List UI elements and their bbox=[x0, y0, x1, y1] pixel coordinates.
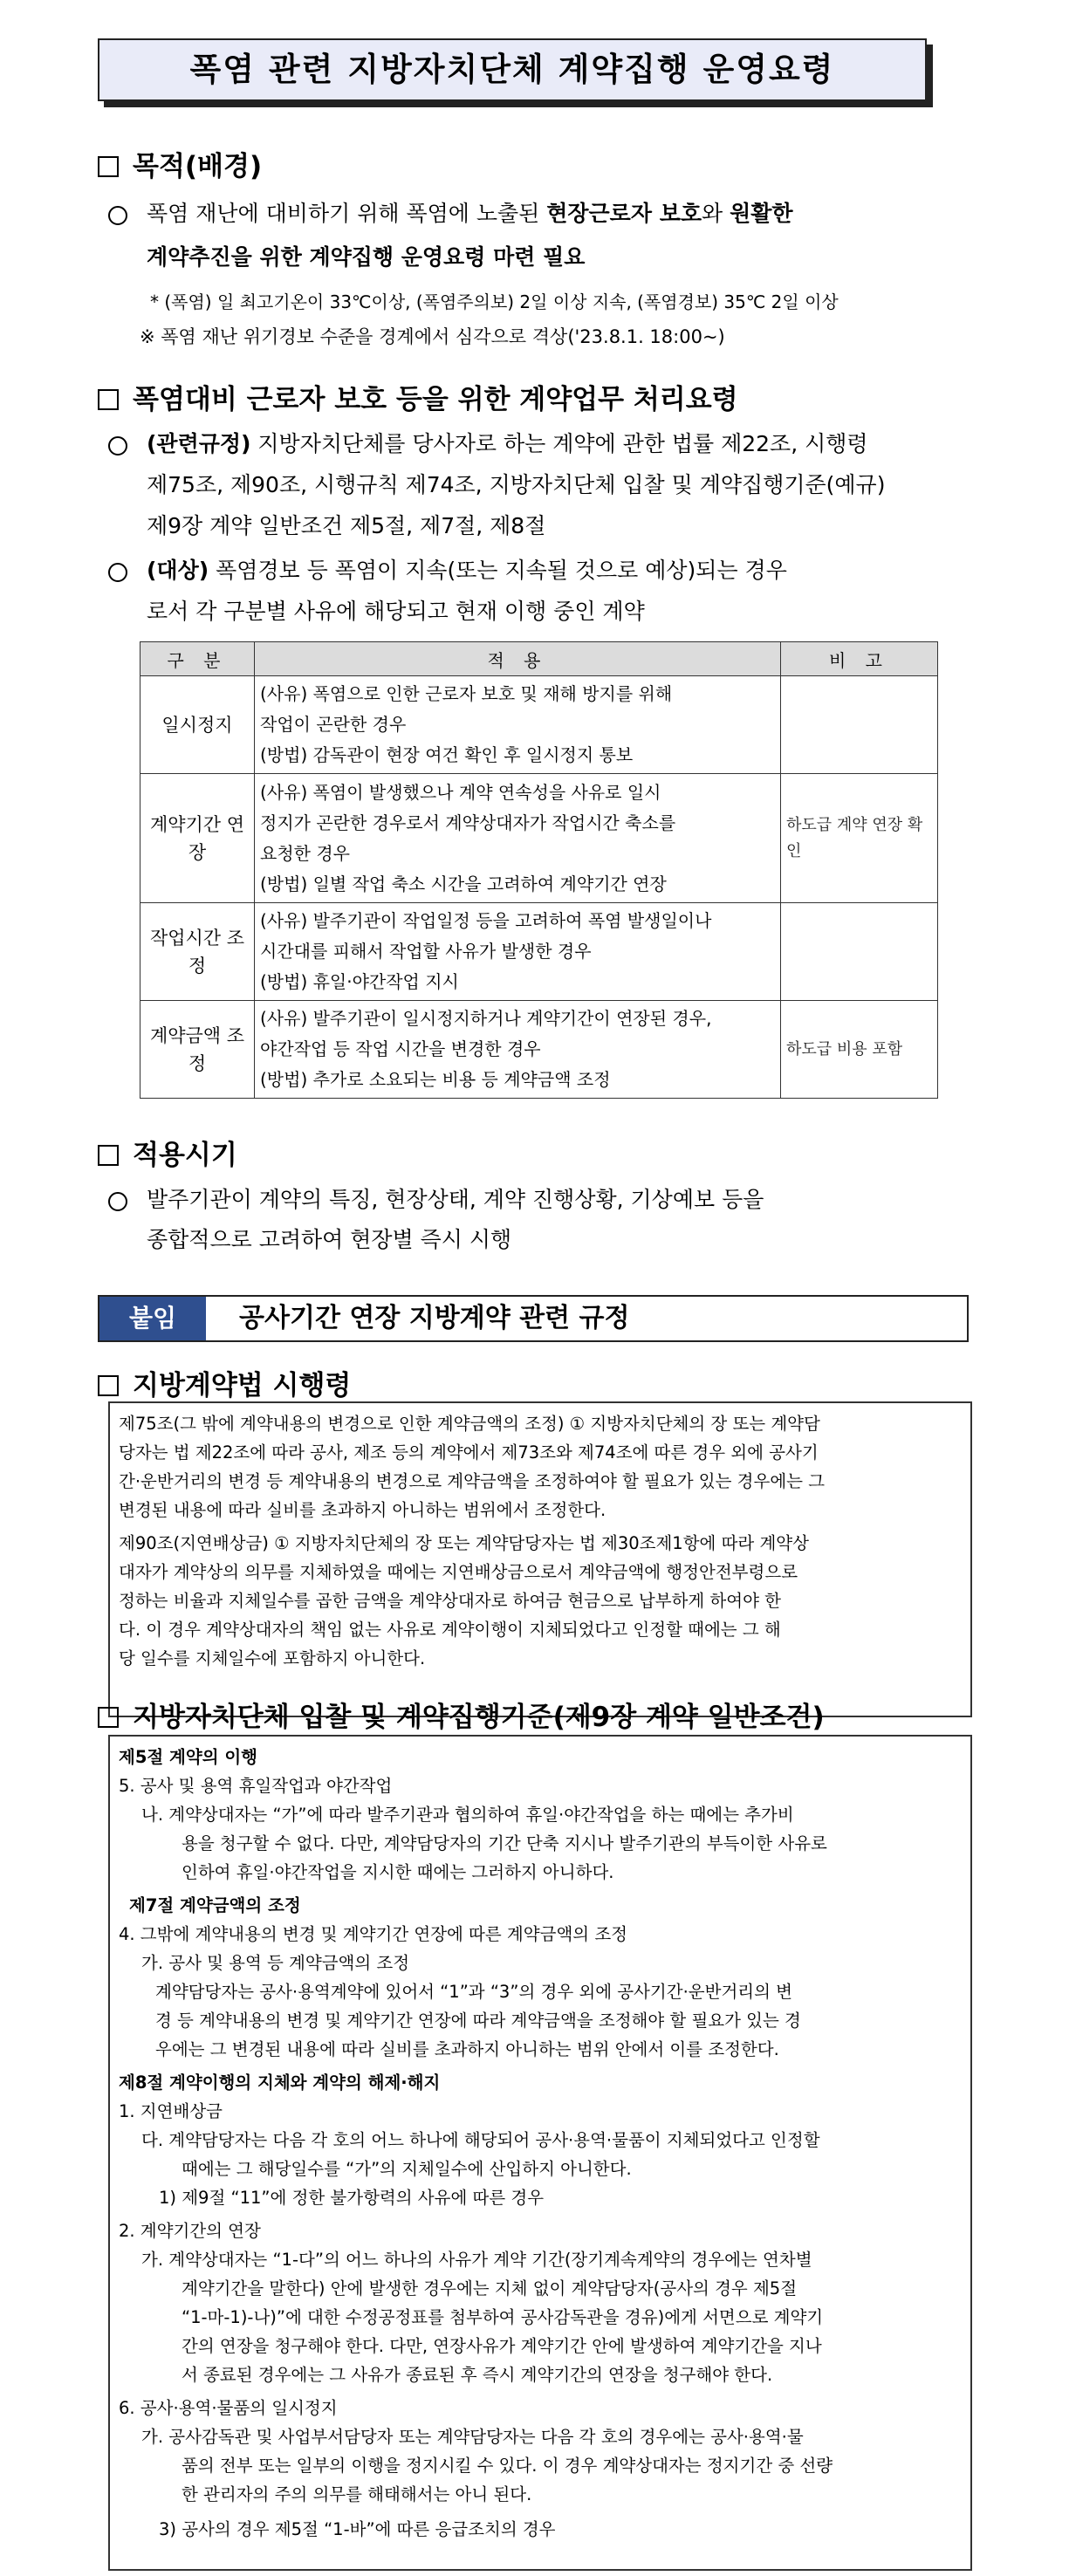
table-row bbox=[140, 676, 938, 774]
purpose-line-2: 계약추진을 위한 계약집행 운영요령 마련 필요 bbox=[147, 244, 586, 270]
law-line: 간·운반거리의 변경 등 계약내용의 변경으로 계약금액을 조정하여야 할 필요가 있는 경우에는 그 bbox=[119, 1471, 826, 1491]
square-bullet-icon bbox=[98, 1707, 119, 1728]
standard-line: 인하여 휴일·야간작업을 지시한 때에는 그러하지 아니하다. bbox=[182, 1862, 614, 1882]
row-note bbox=[781, 903, 938, 1001]
standard-line: 때에는 그 해당일수를 “가”의 지체일수에 산입하지 아니한다. bbox=[182, 2159, 632, 2179]
table-row bbox=[140, 774, 938, 903]
standard-line: 가. 공사감독관 및 사업부서담당자 또는 계약담당자는 다음 각 호의 경우에는 공사·용역·물 bbox=[141, 2427, 804, 2447]
standard-line: 제8절 계약이행의 지체와 계약의 해제·해지 bbox=[119, 2072, 441, 2093]
standard-line: 품의 전부 또는 일부의 이행을 정지시킬 수 있다. 이 경우 계약상대자는 정지기간 중 선량 bbox=[182, 2456, 833, 2476]
table-header-row bbox=[140, 642, 938, 676]
row-description: (사유) 폭염이 발생했으나 계약 연속성을 사유로 일시 정지가 곤란한 경우로서 계약상대자가 작업시간 축소를 요청한 경우 (방법) 일별 작업 축소 시간을 고려하여 계약기간 연장 bbox=[255, 774, 781, 903]
row-note bbox=[781, 676, 938, 774]
standard-line: 4. 그밖에 계약내용의 변경 및 계약기간 연장에 따른 계약금액의 조정 bbox=[119, 1924, 627, 1944]
page-title: 폭염 관련 지방자치단체 계약집행 운영요령 bbox=[98, 38, 927, 101]
circle-bullet-icon bbox=[108, 206, 127, 225]
alert-level-note: ※ 폭염 재난 위기경보 수준을 경계에서 심각으로 격상('23.8.1. 18:00~) bbox=[140, 326, 725, 347]
standard-line: 다. 계약담당자는 다음 각 호의 어느 하나에 해당되어 공사·용역·물품이 지체되었다고 인정할 bbox=[141, 2130, 820, 2150]
law-line: 당 일수를 지체일수에 포함하지 아니한다. bbox=[119, 1648, 426, 1668]
timing-line-1: 발주기관이 계약의 특징, 현장상태, 계약 진행상황, 기상예보 등을 bbox=[147, 1187, 764, 1212]
row-category: 계약기간 연장 bbox=[140, 774, 255, 903]
attachment-title: 공사기간 연장 지방계약 관련 규정 bbox=[239, 1303, 630, 1333]
row-note: 하도급 비용 포함 bbox=[781, 1001, 938, 1099]
law-line: 대자가 계약상의 의무를 지체하였을 때에는 지연배상금으로서 계약금액에 행정안전부령으로 bbox=[119, 1562, 798, 1582]
standard-line: “1-마-1)-나)”에 대한 수정공정표를 첨부하여 공사감독관을 경유)에게 서면으로 계약기 bbox=[182, 2307, 824, 2327]
law-line: 다. 이 경우 계약상대자의 책임 없는 사유로 계약이행이 지체되었다고 인정할 때에는 그 해 bbox=[119, 1620, 781, 1640]
target-line-2: 로서 각 구분별 사유에 해당되고 현재 이행 중인 계약 bbox=[147, 599, 645, 624]
basis-line-1: (관련규정) 지방자치단체를 당사자로 하는 계약에 관한 법률 제22조, 시행령 bbox=[147, 431, 868, 456]
attachment-tag: 붙임 bbox=[99, 1297, 206, 1340]
row-category: 작업시간 조정 bbox=[140, 903, 255, 1001]
row-description: (사유) 발주기관이 작업일정 등을 고려하여 폭염 발생일이나 시간대를 피해서 작업할 사유가 발생한 경우 (방법) 휴일·야간작업 지시 bbox=[255, 903, 781, 1001]
column-header: 적 용 bbox=[255, 642, 781, 676]
row-note: 하도급 계약 연장 확인 bbox=[781, 774, 938, 903]
standard-line: 1) 제9절 “11”에 정한 불가항력의 사유에 따른 경우 bbox=[159, 2188, 545, 2208]
timing-line-2: 종합적으로 고려하여 현장별 즉시 시행 bbox=[147, 1227, 512, 1252]
law-line: 제90조(지연배상금) ① 지방자치단체의 장 또는 계약담당자는 법 제30조제1항에 따라 계약상 bbox=[119, 1533, 809, 1553]
square-bullet-icon bbox=[98, 1145, 119, 1166]
row-description: (사유) 폭염으로 인한 근로자 보호 및 재해 방지를 위해 작업이 곤란한 경우 (방법) 감독관이 현장 여건 확인 후 일시정지 통보 bbox=[255, 676, 781, 774]
law-line: 정하는 비율과 지체일수를 곱한 금액을 계약상대자로 하여금 현금으로 납부하게 하여야 한 bbox=[119, 1591, 781, 1611]
standard-line: 제5절 계약의 이행 bbox=[119, 1747, 258, 1767]
circle-bullet-icon bbox=[108, 436, 127, 456]
square-bullet-icon bbox=[98, 156, 119, 177]
table-row bbox=[140, 1001, 938, 1099]
law-line: 변경된 내용에 따라 실비를 초과하지 아니하는 범위에서 조정한다. bbox=[119, 1500, 606, 1520]
square-bullet-icon bbox=[98, 389, 119, 410]
column-header: 비 고 bbox=[781, 642, 938, 676]
standard-line: 가. 계약상대자는 “1-다”의 어느 하나의 사유가 계약 기간(장기계속계약의 경우에는 연차별 bbox=[141, 2250, 812, 2270]
standard-line: 1. 지연배상금 bbox=[119, 2101, 223, 2121]
procedure-heading: 폭염대비 근로자 보호 등을 위한 계약업무 처리요령 bbox=[98, 377, 738, 416]
standard-line: 2. 계약기간의 연장 bbox=[119, 2221, 261, 2241]
standard-line: 가. 공사 및 용역 등 계약금액의 조정 bbox=[141, 1953, 410, 1973]
attachment-banner bbox=[98, 1295, 969, 1342]
square-bullet-icon bbox=[98, 1375, 119, 1396]
standard-line: 6. 공사·용역·물품의 일시정지 bbox=[119, 2398, 338, 2418]
standard-line: 제7절 계약금액의 조정 bbox=[129, 1895, 301, 1915]
row-category: 계약금액 조정 bbox=[140, 1001, 255, 1099]
timing-heading: 적용시기 bbox=[98, 1133, 237, 1172]
circle-bullet-icon bbox=[108, 1192, 127, 1211]
standard-line: 3) 공사의 경우 제5절 “1-바”에 따른 응급조치의 경우 bbox=[159, 2519, 556, 2539]
heat-definition-note: * (폭염) 일 최고기온이 33℃이상, (폭염주의보) 2일 이상 지속, (폭염경보) 35℃ 2일 이상 bbox=[150, 291, 839, 312]
standard-line: 계약기간을 말한다) 안에 발생한 경우에는 지체 없이 계약담당자(공사의 경우 제5절 bbox=[182, 2278, 798, 2299]
target-line-1: (대상) 폭염경보 등 폭염이 지속(또는 지속될 것으로 예상)되는 경우 bbox=[147, 558, 787, 583]
row-description: (사유) 발주기관이 일시정지하거나 계약기간이 연장된 경우, 야간작업 등 작업 시간을 변경한 경우 (방법) 추가로 소요되는 비용 등 계약금액 조정 bbox=[255, 1001, 781, 1099]
standard-line: 한 관리자의 주의 의무를 해태해서는 아니 된다. bbox=[182, 2484, 532, 2504]
purpose-line-1: 폭염 재난에 대비하기 위해 폭염에 노출된 현장근로자 보호와 원활한 bbox=[147, 201, 793, 226]
purpose-heading: 목적(배경) bbox=[98, 144, 262, 183]
basis-line-2: 제75조, 제90조, 시행규칙 제74조, 지방자치단체 입찰 및 계약집행기준(예규) bbox=[147, 472, 886, 497]
table-row bbox=[140, 903, 938, 1001]
standard-heading: 지방자치단체 입찰 및 계약집행기준(제9장 계약 일반조건) bbox=[98, 1695, 825, 1734]
standard-line: 나. 계약상대자는 “가”에 따라 발주기관과 협의하여 휴일·야간작업을 하는 때에는 추가비 bbox=[141, 1805, 794, 1825]
standard-line: 용을 청구할 수 없다. 다만, 계약담당자의 기간 단축 지시나 발주기관의 부득이한 사유로 bbox=[182, 1833, 827, 1853]
circle-bullet-icon bbox=[108, 563, 127, 582]
column-header: 구 분 bbox=[140, 642, 255, 676]
law-line: 제75조(그 밖에 계약내용의 변경으로 인한 계약금액의 조정) ① 지방자치단체의 장 또는 계약담 bbox=[119, 1414, 820, 1434]
operations-table bbox=[140, 641, 938, 1099]
standard-line: 계약담당자는 공사·용역계약에 있어서 “1”과 “3”의 경우 외에 공사기간·운반거리의 변 bbox=[155, 1982, 792, 2002]
standard-line: 5. 공사 및 용역 휴일작업과 야간작업 bbox=[119, 1776, 393, 1796]
basis-line-3: 제9장 계약 일반조건 제5절, 제7절, 제8절 bbox=[147, 513, 546, 538]
law-heading: 지방계약법 시행령 bbox=[98, 1363, 351, 1402]
row-category: 일시정지 bbox=[140, 676, 255, 774]
standard-line: 경 등 계약내용의 변경 및 계약기간 연장에 따라 계약금액을 조정해야 할 필요가 있는 경 bbox=[155, 2011, 801, 2031]
law-line: 당자는 법 제22조에 따라 공사, 제조 등의 계약에서 제73조와 제74조에 따른 경우 외에 공사기 bbox=[119, 1442, 819, 1463]
standard-line: 우에는 그 변경된 내용에 따라 실비를 초과하지 아니하는 범위 안에서 이를 조정한다. bbox=[155, 2039, 779, 2059]
standard-line: 서 종료된 경우에는 그 사유가 종료된 후 즉시 계약기간의 연장을 청구해야 한다. bbox=[182, 2365, 773, 2385]
standard-line: 간의 연장을 청구해야 한다. 다만, 연장사유가 계약기간 안에 발생하여 계약기간을 지나 bbox=[182, 2336, 822, 2356]
